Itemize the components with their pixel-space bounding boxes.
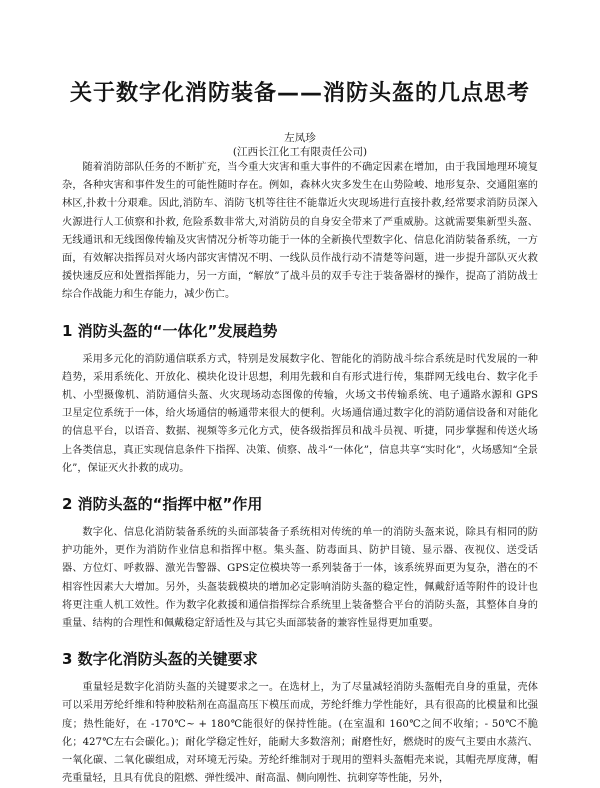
author-affiliation: (江西长江化工有限责任公司) — [232, 146, 368, 158]
section-3-heading: 3 数字化消防头盔的关键要求 — [62, 650, 258, 669]
section-2-heading: 2 消防头盔的“指挥中枢”作用 — [62, 495, 263, 514]
author-name: 左凤珍 — [284, 132, 316, 144]
section-2-paragraph: 数字化、信息化消防装备系统的头面部装备子系统相对传统的单一的消防头盔来说，除具有相同的防护功能外，更作为消防作业信息和指挥中枢。集头盔、防毒面具、防护目镜、显示器、夜视仪、送受话器、方位灯、呼救器、激光告警器、GPS定位模块等一系列装备于一体，该系统界面更为复杂，潜在的不相容性因素大大增加。另外，头盔装载模块的增加必定影响消防头盔的稳定性，佩戴舒适等附件的设计也将更注重人机工效性。作为数字化救援和通信指挥综合系统里上装备整合平台的消防头盔，其整体自身的重量、结构的合理性和佩戴稳定舒适性及与其它头面部装备的兼容性显得更加重要。 — [62, 527, 538, 630]
section-3 — [62, 649, 538, 788]
section-3-paragraph: 重量轻是数字化消防头盔的关键要求之一。在选材上，为了尽量减轻消防头盔帽壳自身的重量，壳体可以采用芳纶纤维和特种胶粘剂在高温高压下模压而成，芳纶纤维力学性能好，具有很高的比模量和比强度；热性能好，在 -170℃~ + 180℃能很好的保持性能。(在室温和 160℃之间不收缩；- 50℃不脆化；427℃左右会碳化。)；耐化学稳定性好，能耐大多数溶剂；耐磨性好，燃烧时的废气主要由水蒸汽、一氧化碳、二氧化碳组成，对环境无污染。芳纶纤维制对于现用的塑料头盔帽壳来说，其帽壳厚度薄，帽壳重量轻，且具有优良的阻燃、弹性缓冲、耐高温、侧向刚性、抗刺穿等性能，另外， — [62, 682, 538, 785]
section-1-heading: 1 消防头盔的“一体化”发展趋势 — [62, 321, 278, 340]
section-1 — [62, 321, 538, 478]
paper-title: 关于数字化消防装备——消防头盔的几点思考 — [69, 81, 530, 106]
intro-paragraph: 随着消防部队任务的不断扩充，当今重大灾害和重大事件的不确定因素在增加，由于我国地理环境复杂，各种灾害和事件发生的可能性随时存在。例如，森林火灾多发生在山势险峻、地形复杂、交通阻塞的林区,扑救十分艰难。因此,消防车、消防飞机等往往不能靠近火灾现场进行直接扑救,经常要求消防员深入火源进行人工侦察和扑救, 危险系数非常大,对消防员的自身安全带来了严重威胁。这就需要集新型头盔、无线通讯和无线图像传输及灾害情况分析等功能于一体的全新换代型数字化、信息化消防装备系统，一方面，有效解决指挥员对火场内部灾害情况不明、一线队员作战行动不清楚等问题，进一步提升部队灭火救援快速反应和处置指挥能力，另一方面，“解放”了战斗员的双手专注于装备器材的操作，提高了消防战士综合作战能力和生存能力，减少伤亡。 — [62, 162, 538, 301]
section-2 — [62, 494, 538, 633]
section-1-paragraph: 采用多元化的消防通信联系方式，特别是发展数字化、智能化的消防战斗综合系统是时代发展的一种趋势，采用系统化、开放化、模块化设计思想，利用先载和自有形式进行传，集群网无线电台、数字化手机、小型摄像机、消防通信头盔、火灾现场动态图像的传输，火场文书传输系统、电子通路水源和 GPS 卫星定位系统于一体，给火场通信的畅通带来很大的便利。火场通信通过数字化的消防通信设备和对能化的信息平台，以语音、数据、视频等多元化方式，使各级指挥员和战斗员视、听捷，同步掌握和传送火场上各类信息，真正实现信息条件下指挥、决策、侦察、战斗“一体化”，信息共享“实时化”，火场感知“全景化”，保证灭火扑救的成功。 — [62, 353, 538, 474]
